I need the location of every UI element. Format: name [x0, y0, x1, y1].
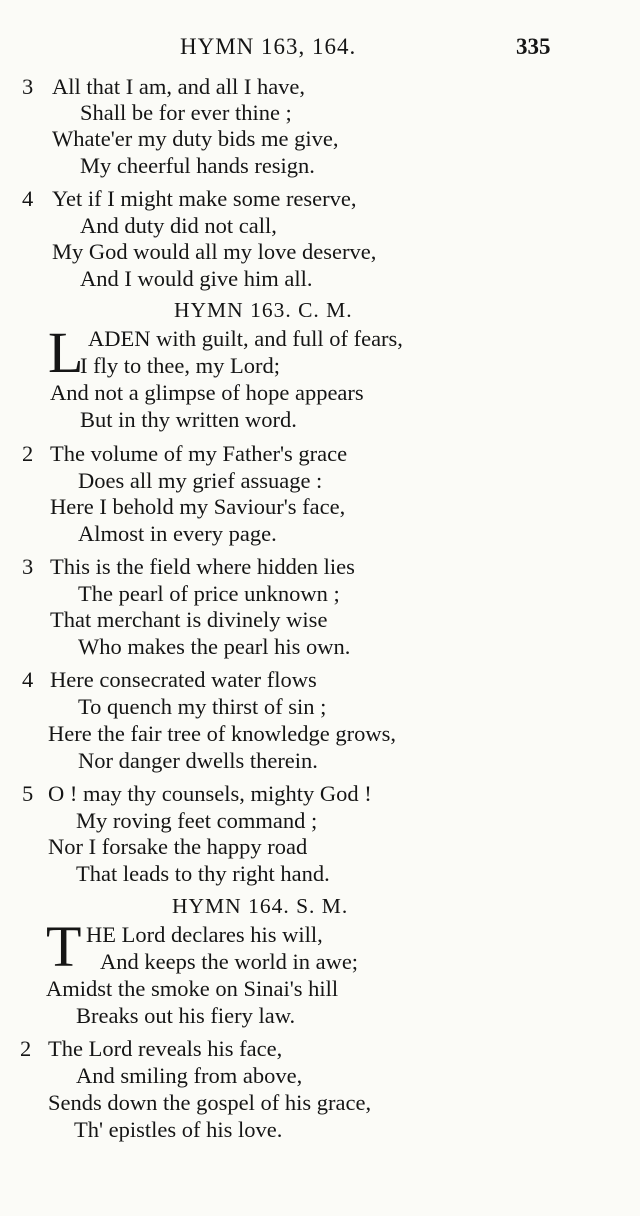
stanza-number: 4: [22, 186, 34, 211]
stanza-number: 4: [22, 667, 34, 692]
verse-line: Who makes the pearl his own.: [78, 634, 351, 659]
verse-line: Nor danger dwells therein.: [78, 748, 318, 773]
verse-line: The Lord reveals his face,: [48, 1036, 283, 1061]
verse-line: My cheerful hands resign.: [80, 153, 315, 178]
hymn-heading: HYMN 163. C. M.: [174, 298, 353, 322]
stanza-number: 2: [22, 441, 34, 466]
verse-line: Th' epistles of his love.: [74, 1117, 283, 1142]
stanza-number: 3: [22, 74, 34, 99]
drop-cap: L: [48, 320, 84, 385]
verse-line: This is the field where hidden lies: [50, 554, 355, 579]
page-number: 335: [516, 34, 551, 59]
verse-line: ADEN with guilt, and full of fears,: [88, 326, 403, 351]
stanza-number: 5: [22, 781, 34, 806]
verse-line: My God would all my love deserve,: [52, 239, 377, 264]
verse-line: And smiling from above,: [76, 1063, 303, 1088]
verse-line: But in thy written word.: [80, 407, 297, 432]
verse-line: Breaks out his fiery law.: [76, 1003, 296, 1028]
verse-line: The volume of my Father's grace: [50, 441, 348, 466]
verse-line: Sends down the gospel of his grace,: [48, 1090, 372, 1115]
verse-line: Here the fair tree of knowledge grows,: [48, 721, 396, 746]
verse-line: All that I am, and all I have,: [52, 74, 306, 99]
verse-line: Whate'er my duty bids me give,: [52, 126, 339, 151]
verse-line: My roving feet command ;: [76, 808, 318, 833]
verse-line: And keeps the world in awe;: [100, 949, 359, 974]
verse-line: Does all my grief assuage :: [78, 468, 323, 493]
verse-line: And not a glimpse of hope appears: [50, 380, 364, 405]
verse-line: Here consecrated water flows: [50, 667, 317, 692]
stanza-number: 3: [22, 554, 34, 579]
running-head: [0, 34, 640, 66]
verse-line: Amidst the smoke on Sinai's hill: [46, 976, 339, 1001]
verse-line: That leads to thy right hand.: [76, 861, 330, 886]
verse-line: Shall be for ever thine ;: [80, 100, 292, 125]
verse-line: And duty did not call,: [80, 213, 277, 238]
drop-cap: T: [46, 914, 82, 979]
verse-line: Almost in every page.: [78, 521, 277, 546]
verse-line: Here I behold my Saviour's face,: [50, 494, 346, 519]
verse-line: HE Lord declares his will,: [86, 922, 323, 947]
stanza-number: 2: [20, 1036, 32, 1061]
verse-line: To quench my thirst of sin ;: [78, 694, 327, 719]
hymn-heading: HYMN 164. S. M.: [172, 894, 349, 918]
verse-line: Nor I forsake the happy road: [48, 834, 308, 859]
verse-line: That merchant is divinely wise: [50, 607, 328, 632]
running-head-title: HYMN 163, 164.: [180, 34, 357, 59]
verse-line: And I would give him all.: [80, 266, 313, 291]
verse-line: O ! may thy counsels, mighty God !: [48, 781, 372, 806]
verse-line: Yet if I might make some reserve,: [52, 186, 357, 211]
verse-line: I fly to thee, my Lord;: [80, 353, 280, 378]
verse-line: The pearl of price unknown ;: [78, 581, 340, 606]
